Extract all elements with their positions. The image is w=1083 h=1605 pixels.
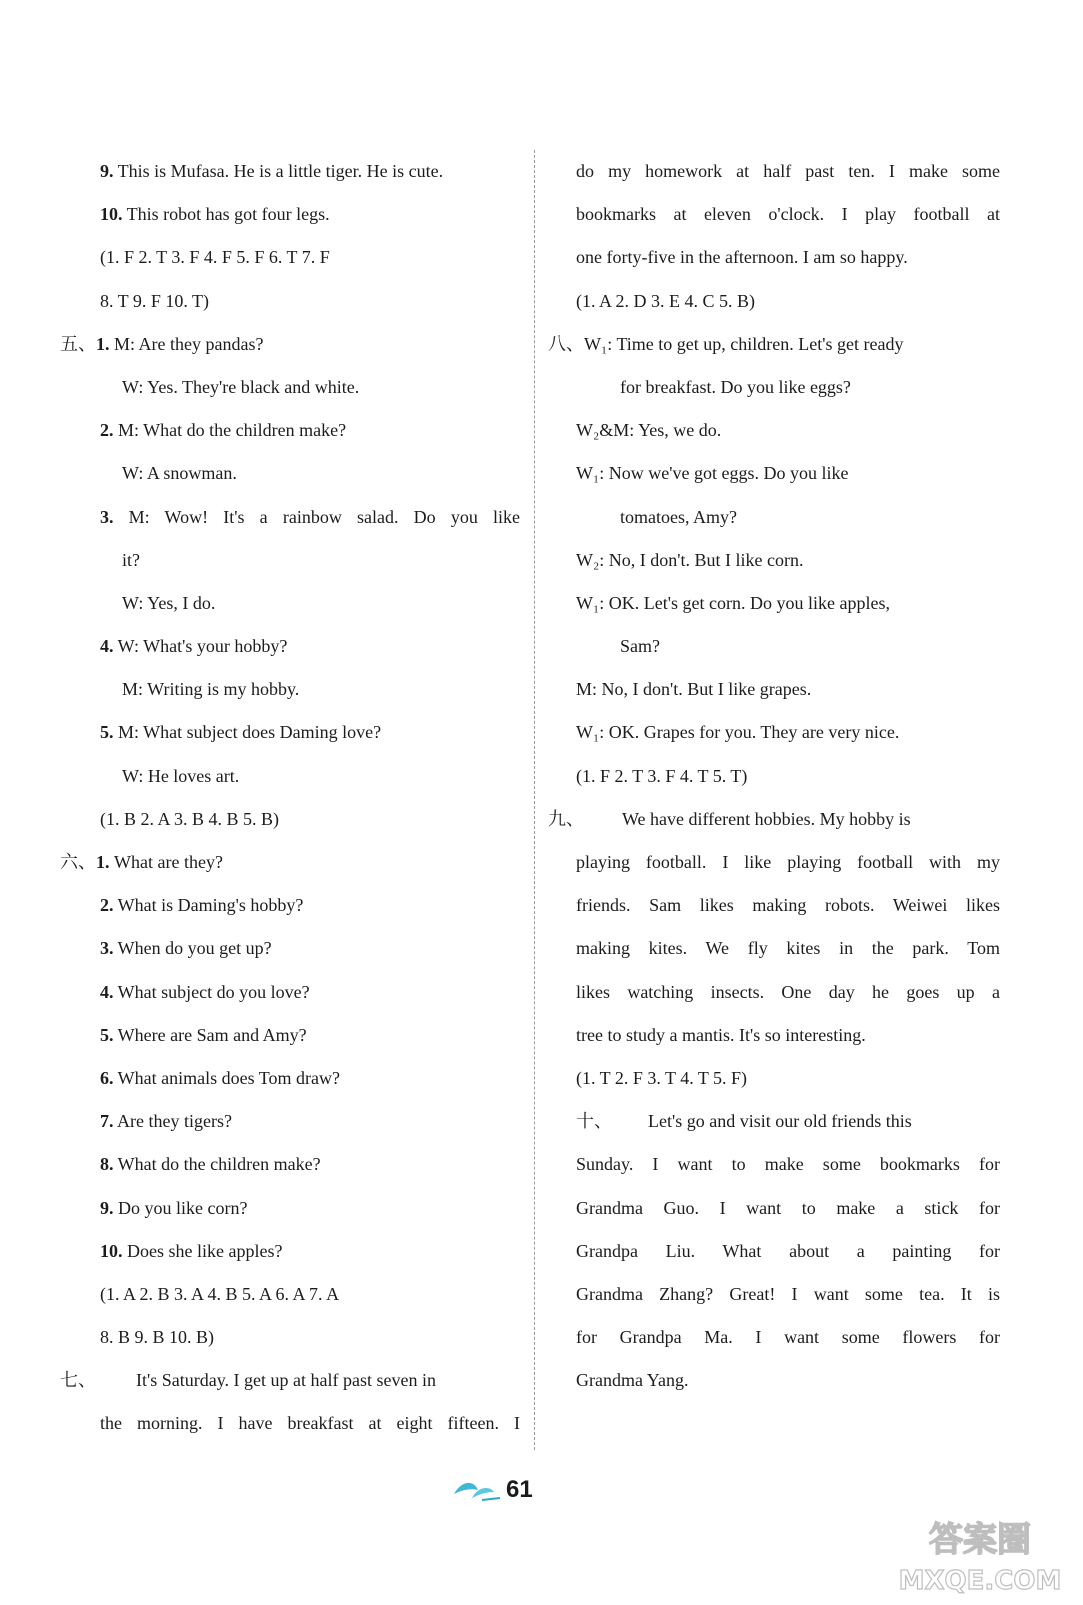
page-number: 61 [506,1476,533,1503]
section-9-line: 九、 We have different hobbies. My hobby is [548,798,1000,841]
line: Sunday. I want to make some bookmarks for [576,1154,1000,1175]
section-label: 六、 [60,852,96,872]
line: W₁: OK. Grapes for you. They are very nice. [576,722,900,743]
line: 2. M: What do the children make? [100,420,347,441]
line: 10. Does she like apples? [100,1240,283,1261]
line: Grandma Yang. [576,1370,689,1391]
answer-line: 8. B 9. B 10. B) [100,1327,215,1348]
answer-line: (1. B 2. A 3. B 4. B 5. B) [100,808,280,829]
line: Grandma Zhang? Great! I want some tea. It is [576,1283,1000,1304]
line: 4. What subject do you love? [100,981,310,1002]
line: W₂: No, I don't. But I like corn. [576,549,804,570]
line: Sam? [620,636,660,657]
answer-line: (1. A 2. D 3. E 4. C 5. B) [576,290,756,311]
section-label: 七、 [60,1370,96,1391]
line: one forty-five in the afternoon. I am so happy. [576,247,908,268]
line: friends. Sam likes making robots. Weiwei likes [576,895,1000,916]
line: 3. M: Wow! It's a rainbow salad. Do you like [100,506,520,527]
section-label: 八、 [548,333,584,354]
section-5-item-1: 五、1. M: Are they pandas? [60,333,264,354]
line: 9. This is Mufasa. He is a little tiger. He is cute. [100,161,444,181]
line: the morning. I have breakfast at eight fifteen. I [100,1413,520,1434]
line: 10. This robot has got four legs. [100,204,330,225]
line: W₁: Now we've got eggs. Do you like [576,463,849,484]
watermark-logo [880,1505,1080,1600]
line: 6. What animals does Tom draw? [100,1067,341,1088]
line: likes watching insects. One day he goes up a [576,981,1000,1002]
answer-line: (1. A 2. B 3. A 4. B 5. A 6. A 7. A [100,1283,340,1304]
line: W: Yes. They're black and white. [122,376,360,397]
line: W: A snowman. [122,463,237,484]
line: for breakfast. Do you like eggs? [620,376,851,397]
line: M: No, I don't. But I like grapes. [576,679,812,700]
section-label: 十、 [576,1111,612,1132]
answer-line: 8. T 9. F 10. T) [100,290,210,311]
line: making kites. We fly kites in the park. Tom [576,938,1000,959]
svg-text:答案圈: 答案圈 [929,1520,1031,1560]
right-column [548,150,1000,1402]
answer-line: (1. F 2. T 3. F 4. T 5. T) [576,765,748,786]
answer-line: (1. T 2. F 3. T 4. T 5. F) [576,1067,748,1088]
line: 3. When do you get up? [100,938,272,959]
line: 5. M: What subject does Daming love? [100,722,382,743]
line: playing football. I like playing football with my [576,852,1000,872]
section-7-line: 七、 It's Saturday. I get up at half past seven in [60,1359,520,1402]
line: for Grandpa Ma. I want some flowers for [576,1327,1000,1348]
leaf-ornament-icon [452,1478,502,1504]
line: 5. Where are Sam and Amy? [100,1024,307,1045]
line: tomatoes, Amy? [620,506,737,527]
line: bookmarks at eleven o'clock. I play football at [576,204,1000,225]
line: 7. Are they tigers? [100,1111,232,1132]
section-6-item-1: 六、1. What are they? [60,852,223,872]
line: 2. What is Daming's hobby? [100,895,304,916]
line: Grandpa Liu. What about a painting for [576,1240,1000,1261]
left-column [60,150,520,1446]
line: 4. W: What's your hobby? [100,636,288,657]
page-footer [0,1470,1083,1510]
line: 8. What do the children make? [100,1154,321,1175]
line: W: He loves art. [122,765,240,786]
line: it? [122,549,140,570]
line: W₁: OK. Let's get corn. Do you like apples, [576,592,890,613]
line: 9. Do you like corn? [100,1197,248,1218]
line: W₂&M: Yes, we do. [576,420,722,441]
section-label: 五、 [60,333,96,354]
line: M: Writing is my hobby. [122,679,300,700]
section-10-line: 十、 Let's go and visit our old friends this [548,1100,1000,1143]
answer-line: (1. F 2. T 3. F 4. F 5. F 6. T 7. F [100,247,330,268]
section-label: 九、 [548,808,584,829]
svg-text:MXQE.COM: MXQE.COM [898,1566,1062,1596]
section-8-line: 八、W₁: Time to get up, children. Let's get ready [548,333,904,354]
line: tree to study a mantis. It's so interesting. [576,1024,866,1045]
column-divider [534,150,535,1450]
line: Grandma Guo. I want to make a stick for [576,1197,1000,1218]
line: W: Yes, I do. [122,592,216,613]
line: do my homework at half past ten. I make some [576,161,1000,181]
